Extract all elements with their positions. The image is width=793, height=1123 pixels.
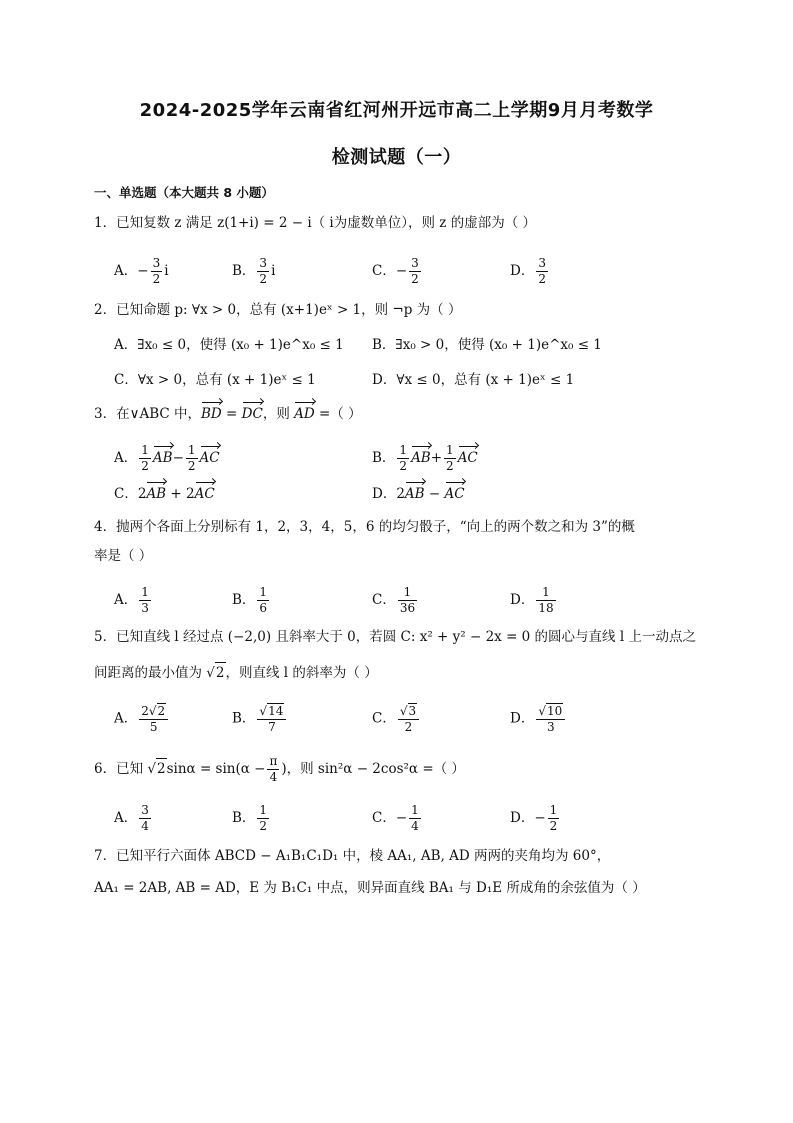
q3-option-d: D．2AB − AC (372, 486, 465, 502)
q6-option-d: D．− $\frac{1}{2}$ (510, 803, 558, 833)
q6-option-a: A． $\frac{3}{4}$ (114, 803, 149, 833)
q1-option-d: D． $\frac{3}{2}$ (510, 256, 546, 286)
q5-option-d: D． $\frac{√10}{3}$ (510, 703, 567, 735)
question-1-stem: 1．已知复数 z 满足 z(1+i) = 2 − i（ i为虚数单位），则 z 的虚部为（ ） (94, 215, 536, 231)
question-7-stem-line2: AA₁ = 2AB, AB = AD，E 为 B₁C₁ 中点，则异面直线 BA₁ 与 D₁E 所成角的余弦值为（ ） (94, 880, 646, 896)
q4-option-c: C． $\frac{1}{36}$ (372, 585, 416, 615)
question-4-stem-line1: 4．抛两个各面上分别标有 1，2，3，4，5，6 的均匀骰子，“向上的两个数之和为 3”的概 (94, 519, 635, 535)
q2-option-a: A．∃x₀ ≤ 0，使得 (x₀ + 1)e^x₀ ≤ 1 (114, 337, 344, 353)
question-3-stem: 3．在∨ABC 中，BD = DC，则 AD =（ ） (94, 406, 362, 422)
q2-option-b: B．∃x₀ > 0，使得 (x₀ + 1)e^x₀ ≤ 1 (372, 337, 602, 353)
q1-option-a: A．− $\frac{3}{2}$ i (114, 256, 169, 286)
question-5-stem-line1: 5．已知直线 l 经过点 (−2,0) 且斜率大于 0，若圆 C: x² + y² − 2x = 0 的圆心与直线 l 上一动点之 (94, 629, 696, 645)
exam-title-line1: 2024-2025学年云南省红河州开远市高二上学期9月月考数学 (139, 100, 654, 121)
question-6-stem: 6．已知 √2sinα = sin(α − $\frac{\pi}{4}$ )，则 sin²α − 2cos²α =（ ） (94, 754, 465, 784)
q2-option-c: C．∀x > 0，总有 (x + 1)eˣ ≤ 1 (114, 372, 316, 388)
q1-option-b: B． $\frac{3}{2}$ i (232, 256, 276, 286)
q5-option-b: B． $\frac{√14}{7}$ (232, 703, 288, 735)
q3-option-b: B． $\frac{1}{2}$ AB+ $\frac{1}{2}$ AC (372, 443, 478, 473)
q1-option-c: C．− $\frac{3}{2}$ (372, 256, 419, 286)
q6-option-c: C．− $\frac{1}{4}$ (372, 803, 419, 833)
q6-option-b: B． $\frac{1}{2}$ (232, 803, 268, 833)
q2-option-d: D．∀x ≤ 0，总有 (x + 1)eˣ ≤ 1 (372, 372, 575, 388)
q4-option-d: D． $\frac{1}{18}$ (510, 585, 554, 615)
q4-option-a: A． $\frac{1}{3}$ (114, 585, 149, 615)
q3-option-c: C．2AB + 2AC (114, 486, 215, 502)
exam-title-line2: 检测试题（一） (331, 147, 462, 168)
question-2-stem: 2．已知命题 p: ∀x > 0，总有 (x+1)eˣ > 1，则 ¬p 为（ ） (94, 302, 462, 318)
question-5-stem-line2: 间距离的最小值为 √2，则直线 l 的斜率为（ ） (94, 662, 703, 683)
question-7-stem-line1: 7．已知平行六面体 ABCD − A₁B₁C₁D₁ 中，棱 AA₁, AB, AD 两两的夹角均为 60°， (94, 848, 611, 864)
question-4-stem-line2: 率是（ ） (94, 548, 153, 564)
section-heading: 一、单选题（本大题共 8 小题） (94, 185, 274, 200)
q5-option-a: A． $\frac{2√2}{5}$ (114, 703, 170, 735)
q5-option-c: C． $\frac{√3}{2}$ (372, 703, 421, 735)
q3-option-a: A． $\frac{1}{2}$ AB− $\frac{1}{2}$ AC (114, 443, 220, 473)
q4-option-b: B． $\frac{1}{6}$ (232, 585, 268, 615)
